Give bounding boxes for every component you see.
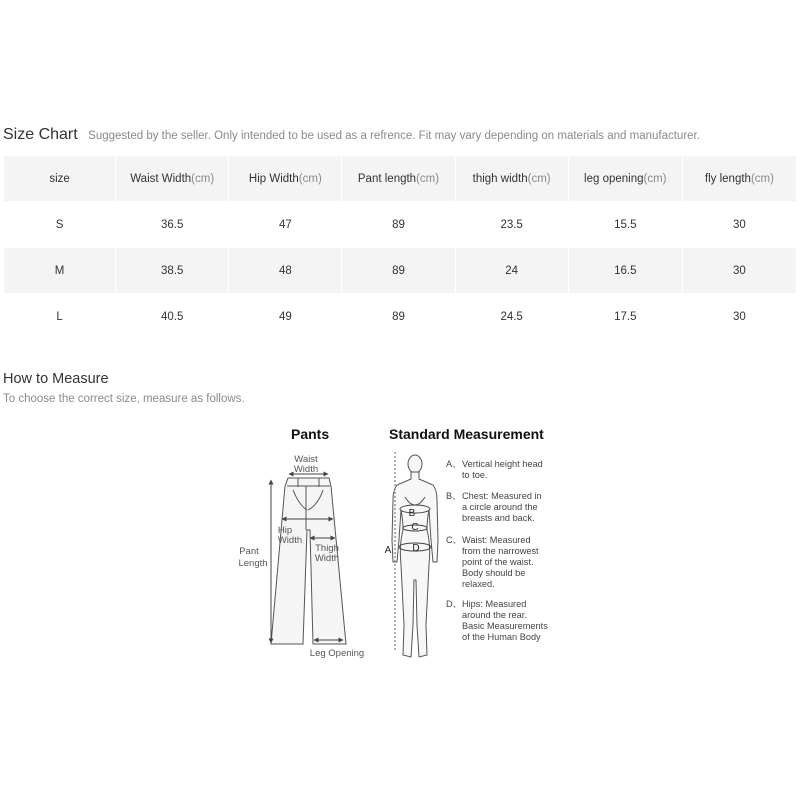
column-header: thigh width(cm) — [456, 156, 568, 201]
body-figure-icon — [392, 455, 438, 657]
how-to-measure-subtitle: To choose the correct size, measure as follows. — [3, 393, 245, 405]
marker-d: D — [412, 543, 420, 554]
note-d-line: Basic Measurements — [462, 621, 548, 631]
measurement-notes — [446, 459, 548, 642]
table-cell: 24.5 — [456, 294, 568, 339]
leg-opening-label: Leg Opening — [309, 648, 365, 659]
waist-width-label-2: Width — [293, 464, 319, 475]
column-header: fly length(cm) — [683, 156, 796, 201]
marker-a: A — [384, 545, 392, 556]
note-a-line: to toe. — [462, 470, 488, 480]
waist-width-label: Waist — [294, 454, 318, 465]
note-d-line: around the rear. — [462, 610, 527, 620]
table-cell: 16.5 — [569, 248, 682, 293]
thigh-width-label: Thigh — [315, 543, 339, 554]
how-to-measure-title: How to Measure — [3, 371, 109, 387]
table-cell: 40.5 — [116, 294, 228, 339]
table-cell: 47 — [229, 202, 341, 247]
table-cell: 48 — [229, 248, 341, 293]
marker-c: C — [411, 522, 419, 533]
thigh-width-label-2: Width — [314, 553, 340, 564]
table-cell: 30 — [683, 294, 796, 339]
note-a-key: A、 — [446, 459, 462, 469]
table-cell: 15.5 — [569, 202, 682, 247]
table-cell: 30 — [683, 202, 796, 247]
column-header: Pant length(cm) — [342, 156, 454, 201]
note-c-line: from the narrowest — [462, 546, 539, 556]
table-cell: L — [4, 294, 115, 339]
note-c-line: relaxed. — [462, 579, 495, 589]
pants-title: Pants — [291, 426, 330, 442]
standard-measurement — [385, 426, 549, 657]
note-a-line: Vertical height head — [462, 459, 543, 469]
column-header: Waist Width(cm) — [116, 156, 228, 201]
hip-width-label-2: Width — [277, 535, 303, 546]
size-chart-title: Size Chart — [3, 126, 78, 143]
note-d-key: D、 — [446, 599, 462, 609]
note-c-line: Body should be — [462, 568, 526, 578]
note-c-line: Waist: Measured — [462, 535, 531, 545]
table-cell: 30 — [683, 248, 796, 293]
note-b-line: Chest: Measured in — [462, 491, 542, 501]
table-cell: M — [4, 248, 115, 293]
column-header: Hip Width(cm) — [229, 156, 341, 201]
note-b-line: breasts and back. — [462, 513, 535, 523]
table-cell: 89 — [342, 248, 454, 293]
marker-b: B — [408, 508, 416, 519]
note-c-line: point of the waist. — [462, 557, 534, 567]
table-cell: 24 — [456, 248, 568, 293]
table-cell: 23.5 — [456, 202, 568, 247]
table-cell: 36.5 — [116, 202, 228, 247]
table-cell: S — [4, 202, 115, 247]
column-header: size — [4, 156, 115, 201]
hip-width-label: Hip — [277, 525, 293, 536]
table-cell: 17.5 — [569, 294, 682, 339]
standard-title: Standard Measurement — [389, 426, 544, 442]
pants-figure — [238, 426, 364, 659]
note-b-key: B、 — [446, 491, 462, 501]
pant-length-label-2: Length — [238, 558, 268, 569]
note-c-key: C、 — [446, 535, 462, 545]
note-d-line: of the Human Body — [462, 632, 541, 642]
table-cell: 89 — [342, 202, 454, 247]
table-cell: 89 — [342, 294, 454, 339]
note-d-line: Hips: Measured — [462, 599, 527, 609]
table-cell: 49 — [229, 294, 341, 339]
table-cell: 38.5 — [116, 248, 228, 293]
pant-length-label: Pant — [239, 546, 259, 557]
column-header: leg opening(cm) — [569, 156, 682, 201]
size-chart-note: Suggested by the seller. Only intended to be used as a refrence. Fit may vary depending on materials and manufacturer. — [88, 130, 700, 142]
note-b-line: a circle around the — [462, 502, 538, 512]
